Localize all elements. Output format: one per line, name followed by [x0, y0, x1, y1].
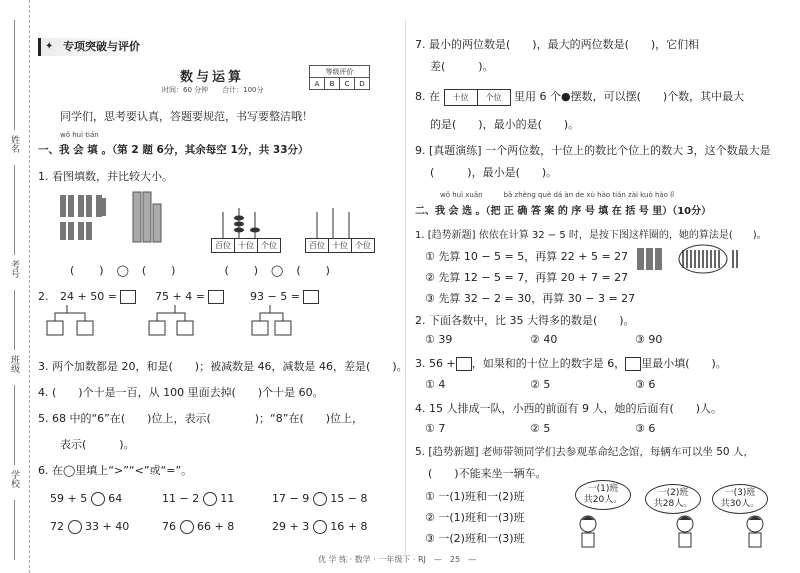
page-footer: 优 学 练 · 数学 · 一年级下 · RJ — 25 — — [318, 555, 477, 564]
q1-text: 1. 看图填数，并比较大小。 — [38, 170, 173, 183]
sidebar-line — [14, 290, 15, 350]
q9-text-line1: 9. [真题演练] 一个两位数，十位上的数比个位上的数大 3，这个数最大是 — [415, 144, 771, 157]
compare-circle[interactable] — [91, 492, 105, 506]
section-title: 专项突破与评价 — [63, 40, 140, 53]
q6-item: 59 + 5 64 — [50, 492, 123, 505]
s5-text-line1: 5. [趋势新题] 老师带领同学们去参观革命纪念馆，每辆车可以坐 50 人， — [415, 446, 754, 458]
s1-option-1[interactable]: ① 先算 10 − 5 = 5，再算 22 + 5 = 27 — [425, 250, 629, 263]
answer-box[interactable] — [120, 290, 136, 304]
q6-item: 17 − 9 15 − 8 — [272, 492, 368, 505]
s3-option-1[interactable]: ① 4 — [425, 378, 446, 391]
q4-text: 4. ( )个十是一百，从 100 里面去掉( )个十是 60。 — [38, 386, 324, 399]
q5-text-line1: 5. 68 中的“6”在( )位上，表示( )；“8”在( )位上， — [38, 412, 364, 425]
time-total-meta: 时间：60 分钟 合计：100分 — [162, 86, 264, 94]
s5-text-line2: ( )不能来坐一辆车。 — [428, 467, 547, 480]
answer-box[interactable] — [456, 357, 472, 371]
q2-expr-b: 75 + 4 = — [155, 290, 224, 304]
place-ones: 个位 — [485, 93, 502, 102]
s2-option-3[interactable]: ③ 90 — [635, 333, 663, 346]
q8-place-table — [444, 89, 511, 106]
sidebar-line — [14, 385, 15, 465]
speech-bubble-class2: 一(2)班 共28人。 — [645, 484, 701, 514]
compare-circle[interactable] — [180, 520, 194, 534]
place-tens: 十位 — [235, 239, 258, 252]
q3-text: 3. 两个加数都是 20，和是( )；被减数是 46，减数是 46，差是( )。 — [38, 360, 408, 373]
q1-place-table-2 — [305, 238, 375, 253]
s3-option-2[interactable]: ② 5 — [530, 378, 551, 391]
place-tens: 十位 — [445, 90, 478, 105]
q2-expr-a: 24 + 50 = — [60, 290, 136, 304]
q7-text-line1: 7. 最小的两位数是( )，最大的两位数是( )，它们相 — [415, 38, 700, 51]
place-ones: 个位 — [261, 241, 277, 250]
column-divider — [405, 20, 406, 555]
s2-text: 2. 下面各数中，比 35 大得多的数是( )。 — [415, 314, 635, 327]
place-tens: 十位 — [329, 239, 352, 252]
grade-a: A — [310, 78, 325, 90]
s4-option-2[interactable]: ② 5 — [530, 422, 551, 435]
sidebar-label-school: 学校 — [9, 470, 19, 488]
place-ones: 个位 — [355, 241, 371, 250]
s1-option-2[interactable]: ② 先算 12 − 5 = 7，再算 20 + 7 = 27 — [425, 271, 629, 284]
s1-sticks-figure — [635, 244, 765, 274]
speech-bubble-class3: 一(3)班 共30人。 — [712, 484, 768, 514]
q6-item: 76 66 + 8 — [162, 520, 235, 533]
sidebar-label-class: 班级 — [9, 355, 19, 373]
grade-d: D — [355, 78, 370, 90]
sidebar-label-name: 姓名 — [9, 135, 19, 153]
compare-circle[interactable] — [203, 492, 217, 506]
s5-option-1[interactable]: ① 一(1)班和一(2)班 — [425, 490, 525, 503]
compare-circle[interactable] — [68, 520, 82, 534]
section-banner — [38, 38, 150, 56]
q6-item: 29 + 3 16 + 8 — [272, 520, 368, 533]
answer-box[interactable] — [625, 357, 641, 371]
abacus-icon-2 — [317, 208, 349, 238]
star-icon: ✦ — [45, 41, 54, 52]
s1-option-3[interactable]: ③ 先算 32 − 2 = 30，再算 30 − 3 = 27 — [425, 292, 636, 305]
s2-option-1[interactable]: ① 39 — [425, 333, 453, 346]
sidebar-line — [14, 500, 15, 560]
q2-expr-c: 93 − 5 = — [250, 290, 319, 304]
q5-text-line2: 表示( )。 — [60, 438, 135, 451]
sidebar-line — [14, 20, 15, 130]
place-hundreds: 百位 — [212, 239, 235, 252]
part1-heading: 一、我 会 填 。（第 2 题 6分，其余每空 1分，共 33分） — [38, 144, 309, 156]
q6-text: 6. 在◯里填上“>”“<”或“=”。 — [38, 464, 193, 477]
q9-text-line2: ( )，最小是( )。 — [430, 166, 558, 179]
answer-box[interactable] — [208, 290, 224, 304]
student-icon — [580, 516, 596, 547]
s2-option-2[interactable]: ② 40 — [530, 333, 558, 346]
grade-title: 等级评价 — [310, 66, 370, 78]
s5-option-2[interactable]: ② 一(1)班和一(3)班 — [425, 511, 525, 524]
q2-label: 2. — [38, 290, 49, 303]
compare-circle[interactable] — [313, 520, 327, 534]
part2-heading: 二、我 会 选 。（把 正 确 答 案 的 序 号 填 在 括 号 里）（10分） — [415, 206, 712, 217]
student-icon — [747, 516, 763, 547]
q7-text-line2: 差( )。 — [430, 60, 494, 73]
s1-text: 1. [趋势新题] 依依在计算 32 − 5 时，是按下图这样圈的，她的算法是( )。 — [415, 230, 767, 241]
grade-b: B — [325, 78, 340, 90]
answer-box[interactable] — [303, 290, 319, 304]
sidebar-line — [14, 165, 15, 255]
cube-stack-icon — [133, 192, 161, 242]
compare-circle[interactable] — [313, 492, 327, 506]
s4-option-1[interactable]: ① 7 — [425, 422, 446, 435]
q6-item: 72 33 + 40 — [50, 520, 130, 533]
speech-bubble-class1: 一(1)班 共20人。 — [575, 480, 631, 510]
s3-option-3[interactable]: ③ 6 — [635, 378, 656, 391]
s5-option-3[interactable]: ③ 一(2)班和一(3)班 — [425, 532, 525, 545]
q1-place-table-1 — [211, 238, 281, 253]
sidebar-label-exam-no: 考号 — [9, 260, 19, 278]
q8-text: 8. 在 十位 个位 里用 6 个●摆数，可以摆( )个数，其中最大 — [415, 88, 744, 106]
students-figure — [570, 512, 780, 552]
part1-pinyin: wǒ huì tián — [60, 131, 99, 139]
intro-text: 同学们，思考要认真，答题要规范，书写要整洁哦！ — [60, 110, 313, 123]
s3-text: 3. 56 + ，如果和的十位上的数字是 6， 里最小填( )。 — [415, 357, 727, 370]
q1-answer-blanks[interactable]: ( ) ◯ ( ) ( ) ◯ ( ) — [70, 264, 331, 277]
q8-text-line2: 的是( )，最小的是( )。 — [430, 118, 580, 131]
q6-item: 11 − 2 11 — [162, 492, 235, 505]
grade-c: C — [340, 78, 355, 90]
abacus-icon-1 — [223, 208, 260, 238]
grade-table — [309, 65, 370, 90]
page-title: 数与运算 — [180, 70, 245, 85]
bundles-icon — [60, 195, 106, 240]
s4-text: 4. 15 人排成一队，小西的前面有 9 人，她的后面有( )人。 — [415, 402, 723, 415]
s4-option-3[interactable]: ③ 6 — [635, 422, 656, 435]
part2-pinyin: wǒ huì xuǎn bǎ zhèng què dá àn de xù hào tián zài kuò hào lǐ — [440, 191, 675, 199]
student-icon — [677, 516, 693, 547]
binding-sidebar — [0, 0, 30, 573]
place-hundreds: 百位 — [306, 239, 329, 252]
q2-split-diagram — [45, 303, 345, 343]
